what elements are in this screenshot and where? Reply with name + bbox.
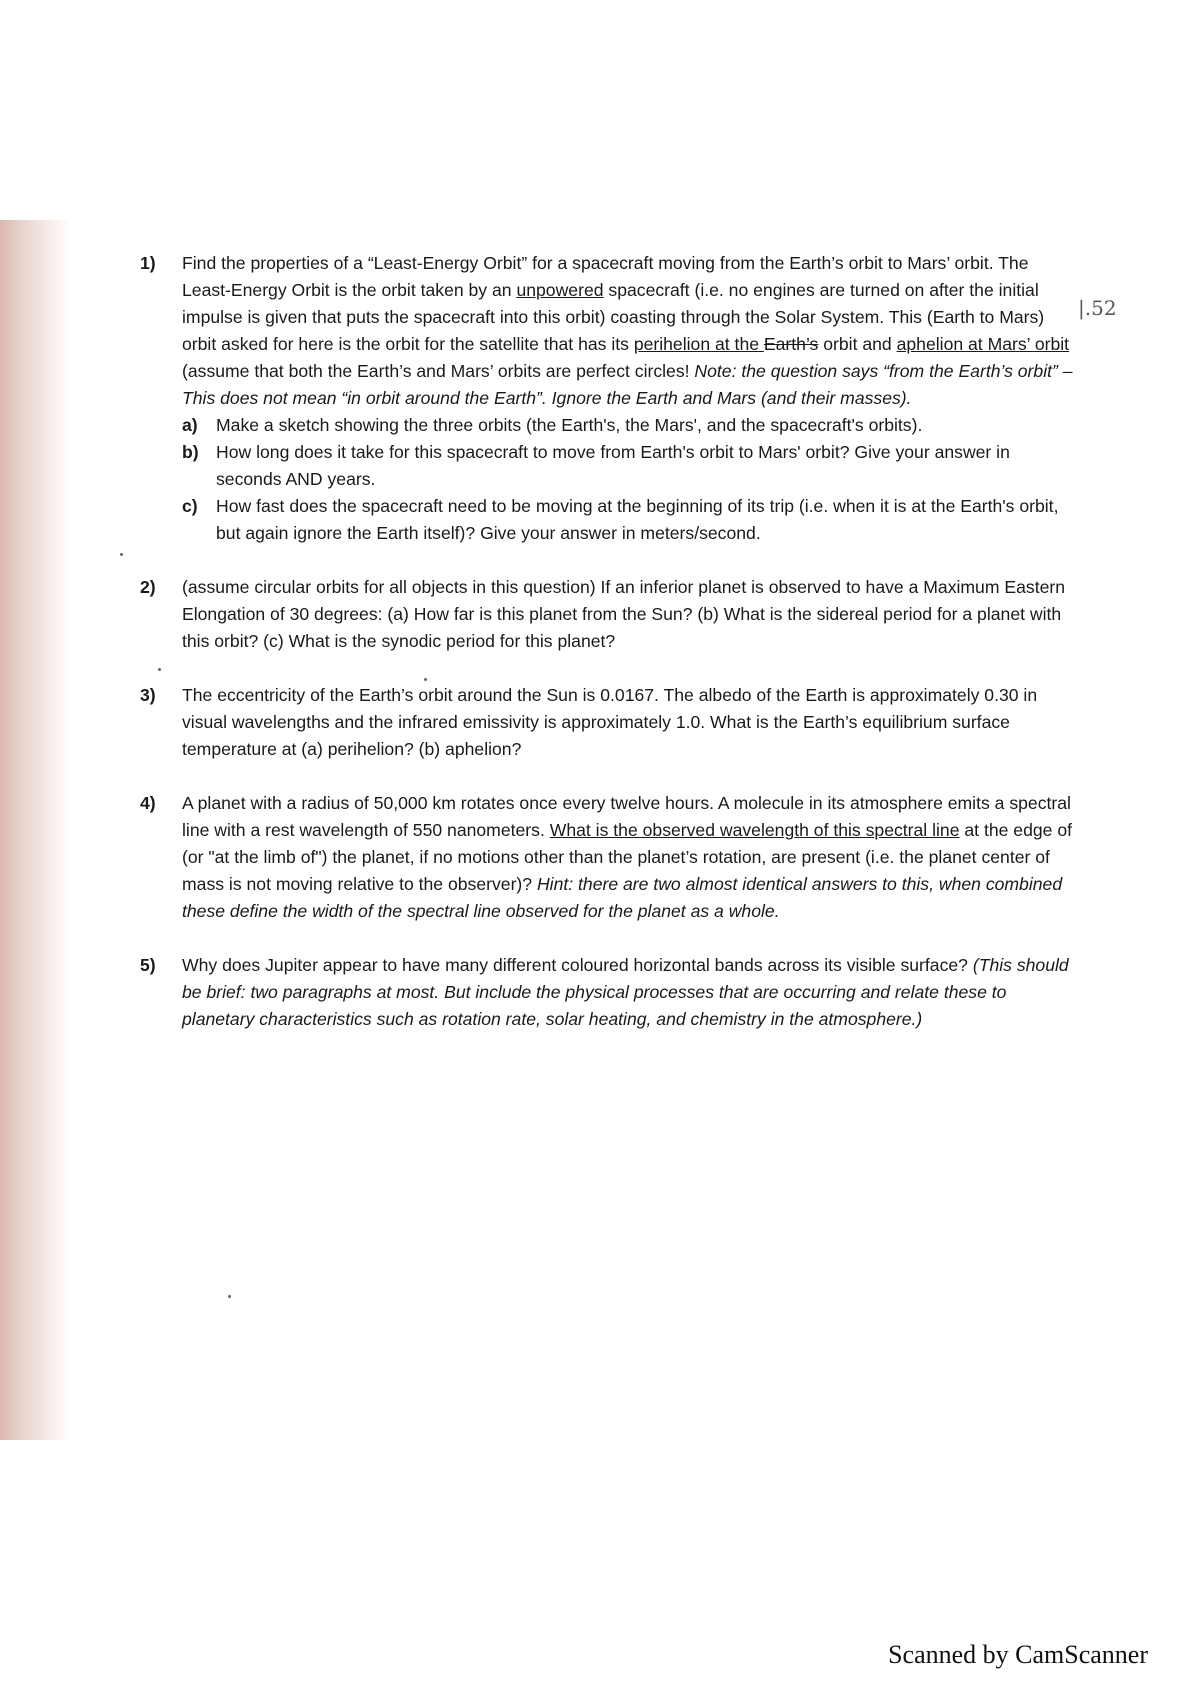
question-text <box>182 574 1080 655</box>
question-text-segment: A planet with a radius of 50,000 km rotates once every twelve hours. A molecule in its atmosphere emits a spectral line with a rest wavelength of 550 nanometers. <box>182 793 1071 840</box>
question-text-segment: (This should be brief: two paragraphs at most. But include the physical processes that are occurring and relate these to planetary characteristics such as rotation rate, solar heating, and chemistry in the atmosphere.) <box>182 955 1069 1029</box>
sub-question <box>182 412 1080 439</box>
question-number: 5) <box>140 955 156 975</box>
handwritten-margin-note: |.52 <box>1078 296 1117 320</box>
question-2 <box>140 574 1080 655</box>
question-text-segment: Note: the question says “from the Earth’s orbit” – This does not mean “in orbit around the Earth”. Ignore the Earth and Mars (and their masses). <box>182 361 1073 408</box>
sub-question <box>182 493 1080 547</box>
question-text-segment: aphelion at Mars’ orbit <box>896 334 1070 354</box>
question-number: 3) <box>140 685 156 705</box>
question-text-segment: orbit and <box>818 334 897 354</box>
question-5 <box>140 952 1080 1033</box>
sub-question-text: How long does it take for this spacecraft to move from Earth's orbit to Mars' orbit? Give your answer in seconds AND years. <box>216 442 1010 489</box>
question-3 <box>140 682 1080 763</box>
scanner-watermark: Scanned by CamScanner <box>888 1640 1148 1669</box>
sub-question-text: How fast does the spacecraft need to be moving at the beginning of its trip (i.e. when it is at the Earth's orbit, but again ignore the Earth itself)? Give your answer in meters/second. <box>216 496 1059 543</box>
question-text-segment: (assume circular orbits for all objects in this question) If an inferior planet is observed to have a Maximum Eastern Elongation of 30 degrees: (a) How far is this planet from the Sun? (b) What is the sidereal period for a planet with this orbit? (c) What is the synodic period for this planet? <box>182 577 1066 651</box>
question-text-segment: What is the observed wavelength of this spectral line <box>549 820 960 840</box>
question-1 <box>140 250 1080 547</box>
sub-question-letter: c) <box>182 496 198 516</box>
assignment-page <box>140 250 1080 1060</box>
question-number: 2) <box>140 577 156 597</box>
scan-edge-shadow <box>0 220 70 1440</box>
question-text-segment: Find the properties of a “Least-Energy Orbit” for a spacecraft moving from the Earth’s orbit to Mars’ orbit. The Least-Energy Orbit is the orbit taken by an <box>182 253 1029 300</box>
sub-question <box>182 439 1080 493</box>
question-text-segment: Earth’s <box>763 334 819 354</box>
question-text-segment: at the edge of (or "at the limb of") the planet, if no motions other than the planet’s rotation, are present (i.e. the planet center of mass is not moving relative to the observer)? <box>182 820 1072 894</box>
question-4 <box>140 790 1080 925</box>
question-text-segment: spacecraft (i.e. no engines are turned on after the initial impulse is given that puts the spacecraft into this orbit) coasting through the Solar System. This (Earth to Mars) orbit asked for here is the orbit for the satellite that has its <box>182 280 1045 354</box>
question-text <box>182 250 1080 412</box>
question-text-segment: unpowered <box>516 280 604 300</box>
question-number: 1) <box>140 253 156 273</box>
question-text-segment: Hint: there are two almost identical answers to this, when combined these define the width of the spectral line observed for the planet as a whole. <box>182 874 1063 921</box>
sub-question-text: Make a sketch showing the three orbits (the Earth's, the Mars', and the spacecraft's orbits). <box>216 415 923 435</box>
scan-speck <box>228 1295 231 1298</box>
question-text <box>182 952 1080 1033</box>
sub-question-letter: b) <box>182 442 199 462</box>
question-number: 4) <box>140 793 156 813</box>
scan-speck <box>120 553 123 556</box>
question-text-segment: The eccentricity of the Earth’s orbit around the Sun is 0.0167. The albedo of the Earth is approximately 0.30 in visual wavelengths and the infrared emissivity is approximately 1.0. What is the Earth’s equilibrium surface temperature at (a) perihelion? (b) aphelion? <box>182 685 1038 759</box>
sub-question-letter: a) <box>182 415 198 435</box>
question-text-segment: perihelion at the <box>633 334 764 354</box>
scan-speck <box>424 678 427 681</box>
scan-speck <box>158 668 161 671</box>
question-text-segment: (assume that both the Earth’s and Mars’ orbits are perfect circles! <box>182 361 695 381</box>
question-text-segment: Why does Jupiter appear to have many different coloured horizontal bands across its visible surface? <box>182 955 973 975</box>
question-text <box>182 790 1080 925</box>
question-text <box>182 682 1080 763</box>
sub-question-list <box>182 412 1080 547</box>
